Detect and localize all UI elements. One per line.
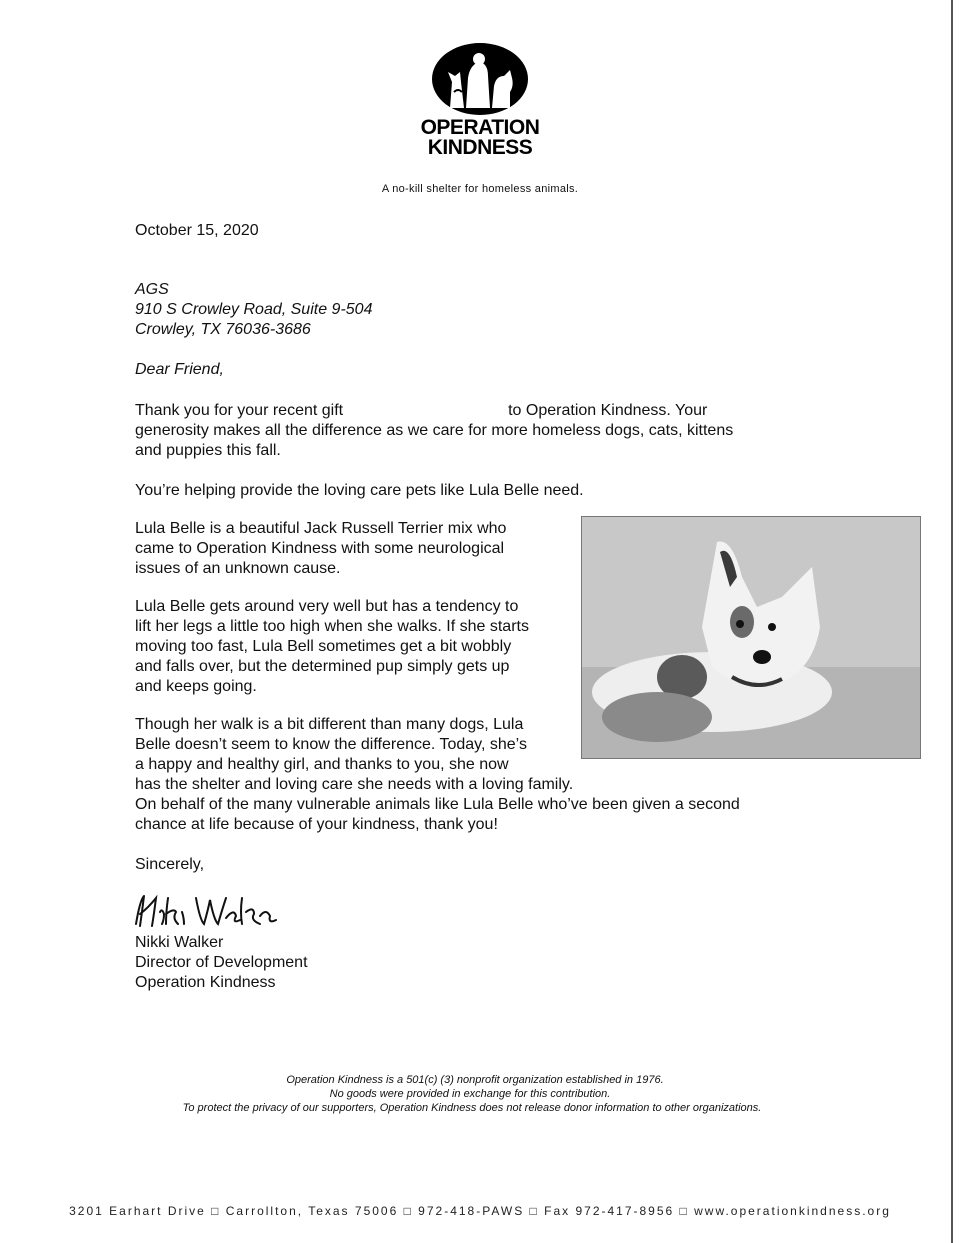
- signature-icon: [130, 890, 280, 932]
- paragraph-4-line: and falls over, but the determined pup simply gets up: [135, 658, 510, 675]
- paragraph-5-line: Though her walk is a bit different than many dogs, Lula: [135, 716, 524, 733]
- paragraph-5-line: Belle doesn’t seem to know the difference. Today, she’s: [135, 736, 527, 753]
- letter-date: October 15, 2020: [135, 222, 259, 239]
- paragraph-1: [135, 401, 795, 461]
- footnote-no-goods: No goods were provided in exchange for this contribution.: [329, 1088, 611, 1100]
- paragraph-4: [135, 597, 529, 697]
- paragraph-3: [135, 519, 506, 579]
- paragraph-5-line: a happy and healthy girl, and thanks to you, she now: [135, 756, 509, 773]
- paragraph-3-line: issues of an unknown cause.: [135, 560, 341, 577]
- recipient-block: [135, 280, 372, 340]
- paragraph-1-line2: generosity makes all the difference as we care for more homeless dogs, cats, kittens: [135, 422, 734, 439]
- signer-name: Nikki Walker: [135, 934, 224, 951]
- org-name-line2: KINDNESS: [427, 136, 533, 159]
- paragraph-5-line: has the shelter and loving care she needs with a loving family.: [135, 776, 574, 793]
- paragraph-2: You’re helping provide the loving care pets like Lula Belle need.: [135, 482, 584, 499]
- signer-org: Operation Kindness: [135, 974, 276, 991]
- paragraph-4-line: lift her legs a little too high when she walks. If she starts: [135, 618, 529, 635]
- footnote-privacy: To protect the privacy of our supporters, Operation Kindness does not release donor information to other organizations.: [182, 1102, 762, 1114]
- paragraph-5: [135, 715, 740, 835]
- paragraph-4-line: Lula Belle gets around very well but has a tendency to: [135, 598, 519, 615]
- tagline: A no-kill shelter for homeless animals.: [381, 183, 579, 195]
- salutation: Dear Friend,: [135, 361, 224, 378]
- paragraph-5-line: chance at life because of your kindness, thank you!: [135, 816, 498, 833]
- paragraph-1-end: to Operation Kindness. Your: [508, 402, 708, 419]
- recipient-name: AGS: [135, 281, 169, 298]
- paragraph-5-line: On behalf of the many vulnerable animals like Lula Belle who’ve been given a second: [135, 796, 740, 813]
- handwritten-signature: [130, 890, 280, 937]
- recipient-city: Crowley, TX 76036-3686: [135, 321, 311, 338]
- closing: Sincerely,: [135, 856, 205, 873]
- footnote-nonprofit: Operation Kindness is a 501(c) (3) nonprofit organization established in 1976.: [286, 1074, 664, 1086]
- paragraph-3-line: Lula Belle is a beautiful Jack Russell Terrier mix who: [135, 520, 507, 537]
- signer-block: [135, 933, 308, 993]
- paragraph-4-line: and keeps going.: [135, 678, 257, 695]
- animal-silhouette-logo-icon: [430, 42, 530, 116]
- signer-title: Director of Development: [135, 954, 308, 971]
- recipient-street: 910 S Crowley Road, Suite 9-504: [135, 301, 373, 318]
- paragraph-1-start: Thank you for your recent gift: [135, 402, 344, 419]
- org-name-line1: OPERATION: [420, 116, 540, 139]
- paragraph-1-line3: and puppies this fall.: [135, 442, 281, 459]
- paragraph-4-line: moving too fast, Lula Bell sometimes get a bit wobbly: [135, 638, 512, 655]
- letterhead-logo: [0, 42, 960, 158]
- paragraph-3-line: came to Operation Kindness with some neurological: [135, 540, 505, 557]
- footer-address: 3201 Earhart Drive □ Carrollton, Texas 75006 □ 972-418-PAWS □ Fax 972-417-8956 □ www.operationkindness.org: [69, 1204, 891, 1218]
